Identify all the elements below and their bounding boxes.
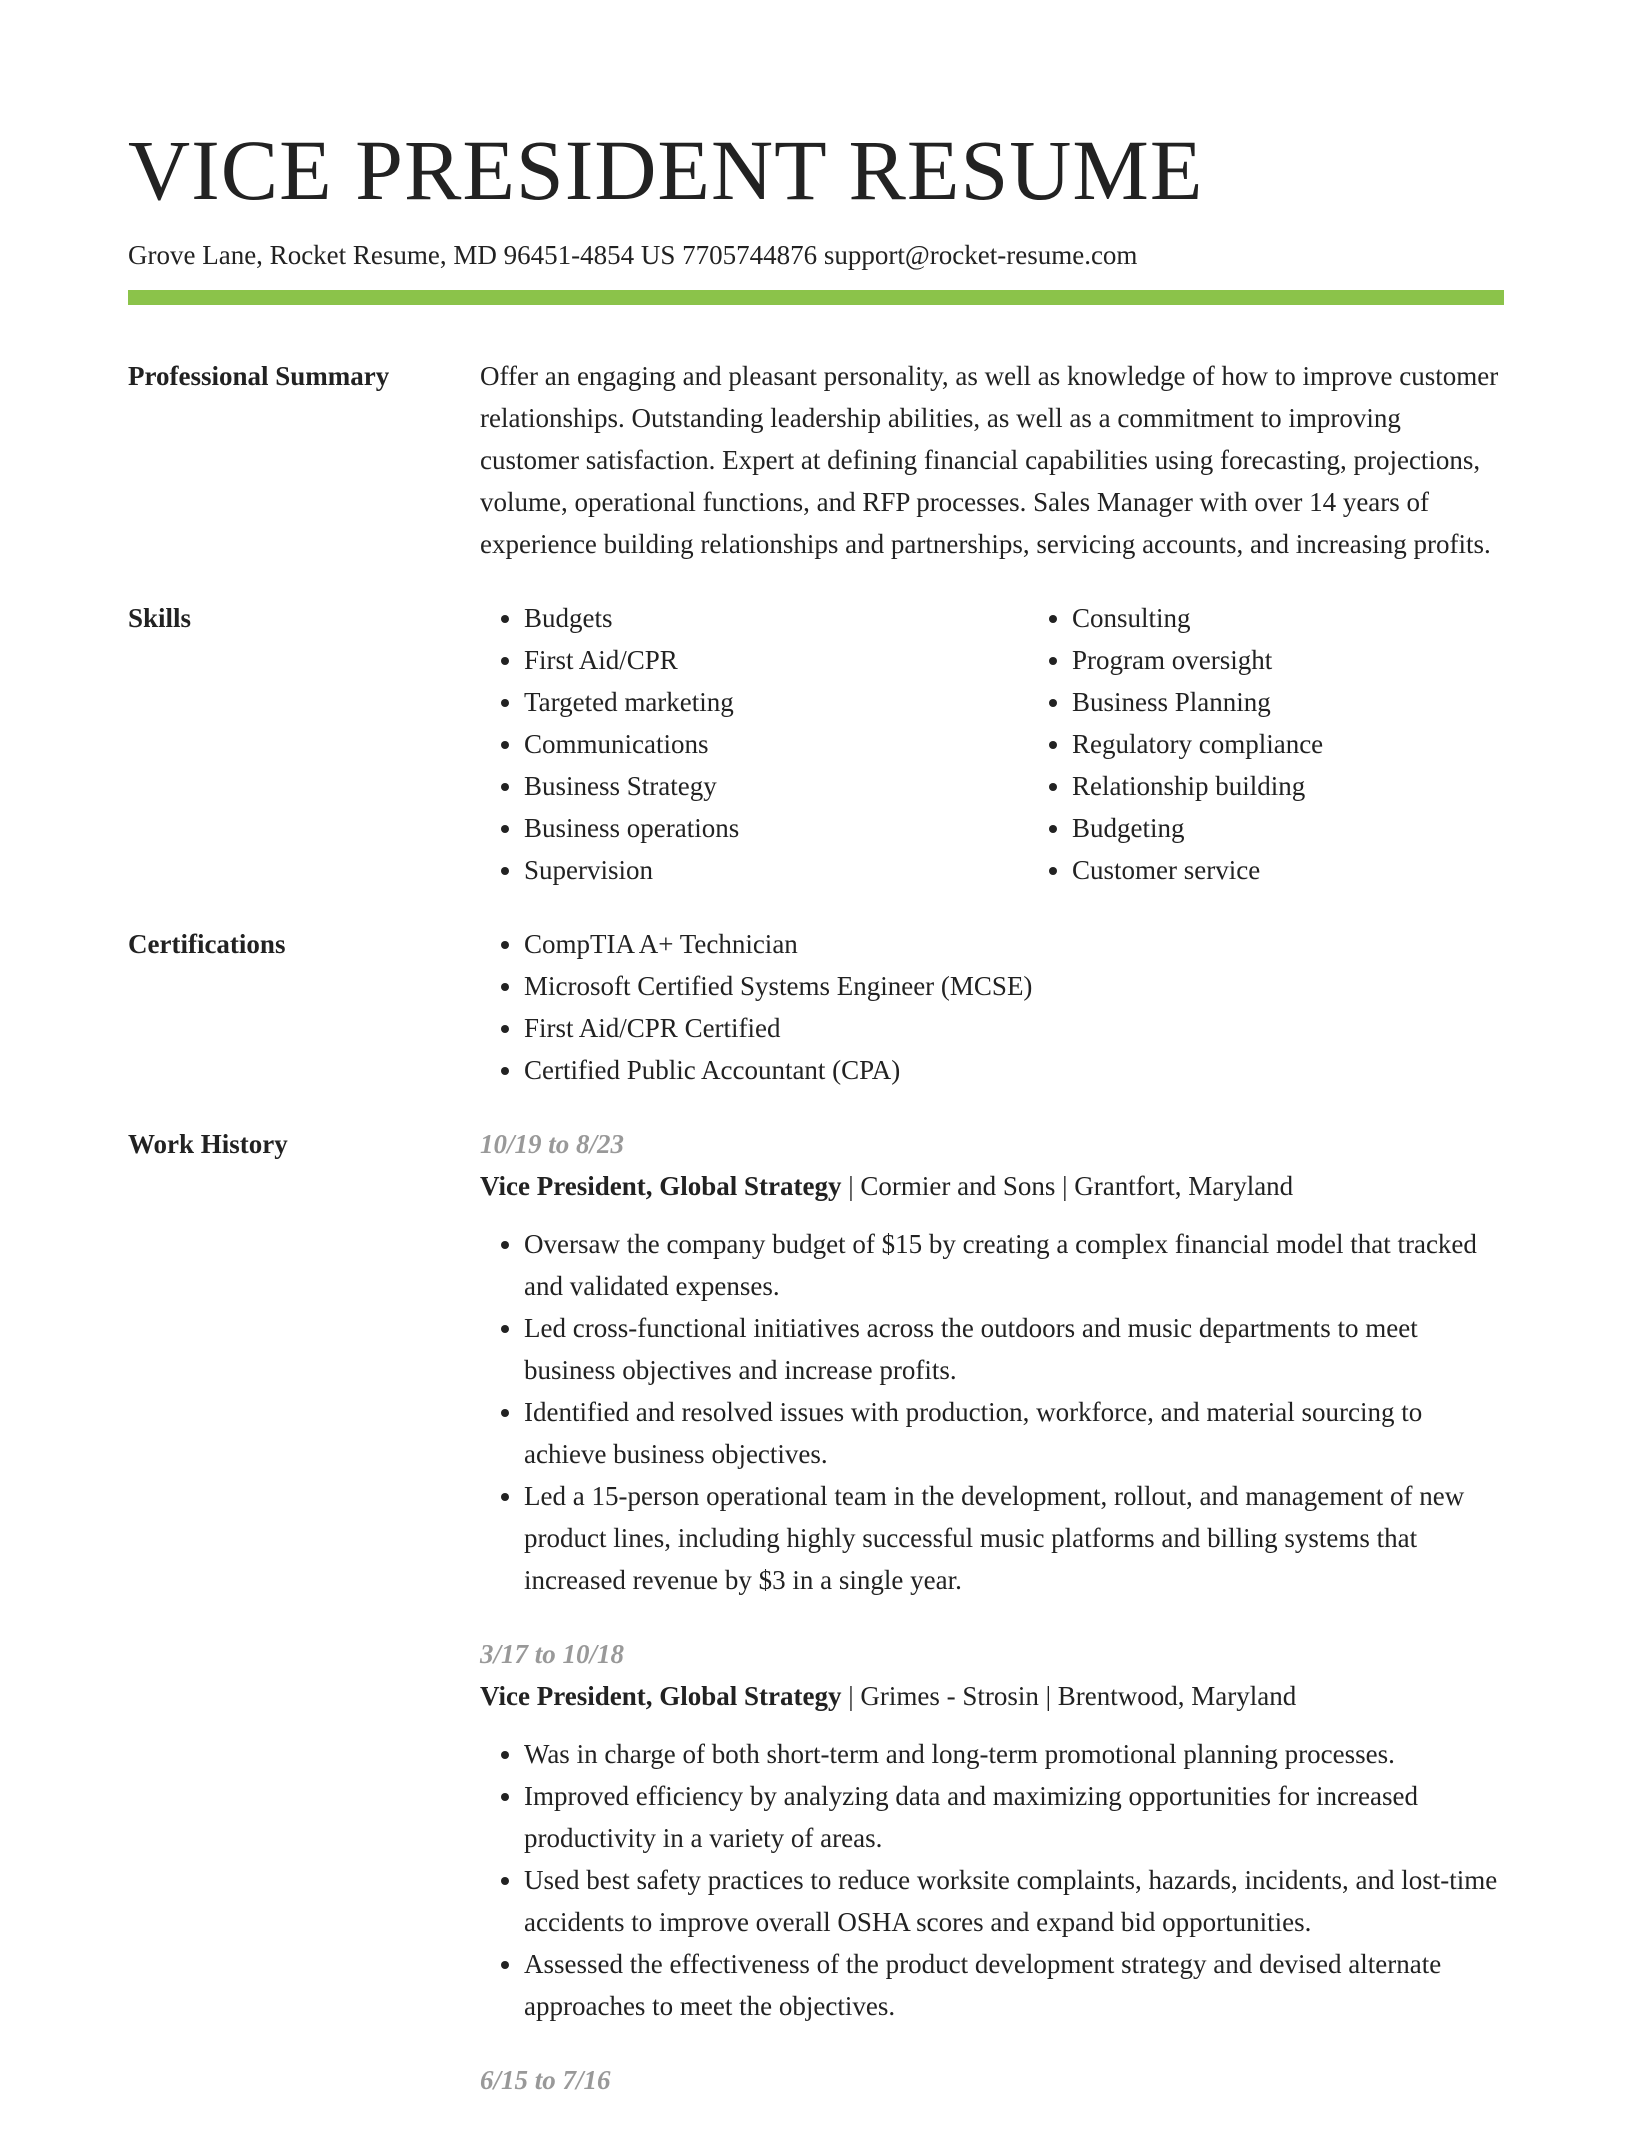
- skill-item: • Targeted marketing: [524, 681, 1028, 723]
- job-title: Vice President, Global Strategy: [480, 1681, 842, 1711]
- resume-page: [128, 0, 1504, 2133]
- summary-text: Offer an engaging and pleasant personality, as well as knowledge of how to improve customer relationships. Outstanding leadership abilities, as well as a commitment to improving customer satisfaction. Expert at defining financial capabilities using forecasting, projections, volume, operational functions, and RFP processes. Sales Manager with over 14 years of experience building relationships and partnerships, servicing accounts, and increasing profits.: [480, 361, 1499, 559]
- job-bullet: • Identified and resolved issues with production, workforce, and material sourcing to achieve business objectives.: [524, 1391, 1504, 1475]
- certification-item: • CompTIA A+ Technician: [524, 923, 1504, 965]
- job-bullet: • Was in charge of both short-term and long-term promotional planning processes.: [524, 1733, 1504, 1775]
- work-history-body: [480, 1123, 1504, 2133]
- job-dates: 6/15 to 7/16: [480, 2065, 611, 2095]
- contact-info: Grove Lane, Rocket Resume, MD 96451-4854 US 7705744876 support@rocket-resume.com: [128, 240, 1138, 270]
- job-bullet: • Improved efficiency by analyzing data and maximizing opportunities for increased productivity in a variety of areas.: [524, 1775, 1504, 1859]
- job-entry: [480, 1123, 1504, 1601]
- skills-list-right: [1028, 597, 1576, 891]
- job-bullets: [480, 1223, 1504, 1601]
- skill-item: • Communications: [524, 723, 1028, 765]
- certifications-label: Certifications: [128, 929, 286, 959]
- skills-list-left: [480, 597, 1028, 891]
- skill-item: • Relationship building: [1072, 765, 1576, 807]
- resume-title: VICE PRESIDENT RESUME: [128, 122, 1204, 218]
- certification-item: • First Aid/CPR Certified: [524, 1007, 1504, 1049]
- work-history-section: [128, 1123, 1504, 2133]
- job-bullet: • Oversaw the company budget of $15 by creating a complex financial model that tracked and validated expenses.: [524, 1223, 1504, 1307]
- skills-grid: [480, 597, 1576, 891]
- header-divider: [128, 290, 1504, 305]
- certifications-list: [480, 923, 1504, 1091]
- skill-item: • First Aid/CPR: [524, 639, 1028, 681]
- job-dates: 10/19 to 8/23: [480, 1129, 625, 1159]
- skill-item: • Business operations: [524, 807, 1028, 849]
- skill-item: • Program oversight: [1072, 639, 1576, 681]
- job-entry: [480, 1633, 1504, 2027]
- certifications-section: [128, 923, 1504, 1091]
- job-header: [480, 1675, 1504, 1717]
- summary-label: Professional Summary: [128, 361, 390, 391]
- job-bullet: • Led a 15-person operational team in the development, rollout, and management of new product lines, including highly successful music platforms and billing systems that increased revenue by $3 in a single year.: [524, 1475, 1504, 1601]
- skill-item: • Supervision: [524, 849, 1028, 891]
- skills-label: Skills: [128, 603, 192, 633]
- job-bullet: • Used best safety practices to reduce worksite complaints, hazards, incidents, and lost-time accidents to improve overall OSHA scores and expand bid opportunities.: [524, 1859, 1504, 1943]
- certification-item: • Microsoft Certified Systems Engineer (MCSE): [524, 965, 1504, 1007]
- skill-item: • Budgets: [524, 597, 1028, 639]
- job-title: Vice President, Global Strategy: [480, 1171, 842, 1201]
- job-company-location: | Grimes - Strosin | Brentwood, Maryland: [841, 1681, 1297, 1711]
- job-header: [480, 1165, 1504, 1207]
- certification-item: • Certified Public Accountant (CPA): [524, 1049, 1504, 1091]
- skills-section: [128, 597, 1504, 891]
- job-entry: [480, 2059, 1504, 2101]
- job-dates: 3/17 to 10/18: [480, 1639, 625, 1669]
- certifications-body: [480, 923, 1504, 1091]
- skill-item: • Regulatory compliance: [1072, 723, 1576, 765]
- summary-section: [128, 355, 1504, 565]
- job-bullet: • Led cross-functional initiatives across the outdoors and music departments to meet business objectives and increase profits.: [524, 1307, 1504, 1391]
- job-company-location: | Cormier and Sons | Grantfort, Maryland: [841, 1171, 1294, 1201]
- skill-item: • Budgeting: [1072, 807, 1576, 849]
- work-history-label: Work History: [128, 1129, 288, 1159]
- skill-item: • Business Strategy: [524, 765, 1028, 807]
- job-bullet: • Assessed the effectiveness of the product development strategy and devised alternate approaches to meet the objectives.: [524, 1943, 1504, 2027]
- skill-item: • Consulting: [1072, 597, 1576, 639]
- skill-item: • Customer service: [1072, 849, 1576, 891]
- skill-item: • Business Planning: [1072, 681, 1576, 723]
- job-bullets: [480, 1733, 1504, 2027]
